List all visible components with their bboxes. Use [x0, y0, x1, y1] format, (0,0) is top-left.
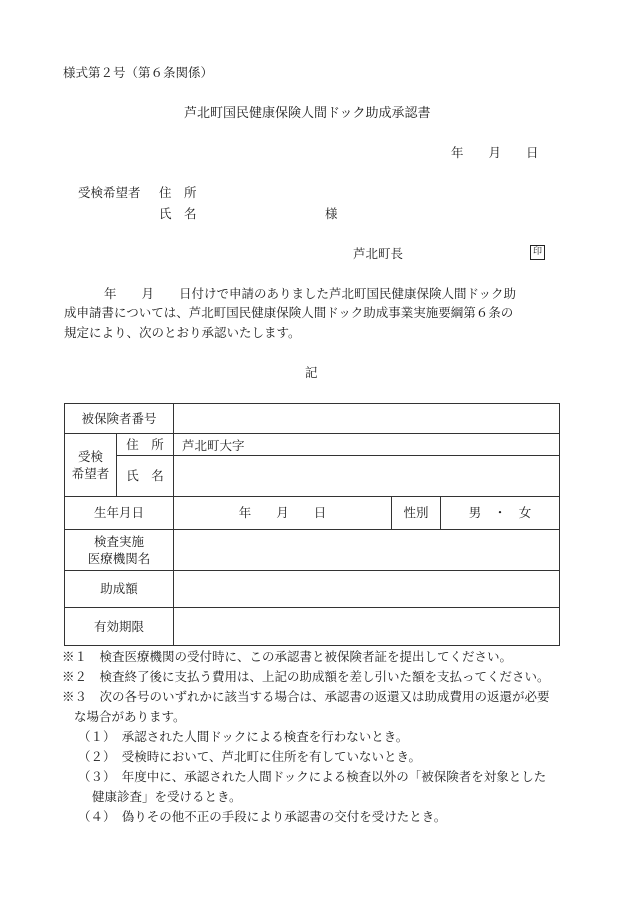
facility-field[interactable]: [174, 530, 560, 571]
item-1: （１） 承認された人間ドックによる検査を行わないとき。: [78, 729, 409, 744]
table-row: [65, 530, 560, 571]
item-3-line-1: （３） 年度中に、承認された人間ドックによる検査以外の「被保険者を対象とした: [78, 769, 547, 784]
facility-line-1: 検査実施: [94, 533, 145, 549]
issuer-name: 芦北町長: [353, 246, 404, 261]
ki-marker: 記: [305, 365, 318, 380]
document-title: 芦北町国民健康保険人間ドック助成承認書: [184, 106, 431, 121]
table-row: [65, 608, 560, 646]
note-1: ※１ 検査医療機関の受付時に、この承認書と被保険者証を提出してください。: [62, 649, 513, 664]
insured-number-label: 被保険者番号: [65, 404, 174, 434]
applicant-cell: [65, 434, 117, 497]
note-2: ※２ 検査終了後に支払う費用は、上記の助成額を差し引いた額を支払ってください。: [62, 669, 550, 684]
sex-label: 性別: [392, 497, 441, 530]
seal-icon: 印: [530, 245, 545, 260]
approval-table: [64, 403, 560, 646]
validity-label: 有効期限: [65, 608, 174, 646]
birthdate-field[interactable]: 年 月 日: [174, 497, 392, 530]
table-row: [65, 571, 560, 608]
applicant-line-1: 受検: [77, 448, 103, 464]
applicant-label: 受検希望者: [78, 185, 141, 200]
honorific: 様: [325, 206, 338, 221]
note-3-line-2: な場合があります。: [74, 709, 186, 724]
item-2: （２） 受検時において、芦北町に住所を有していないとき。: [78, 749, 422, 764]
applicant-address-label: 住 所: [159, 185, 197, 200]
validity-field[interactable]: [174, 608, 560, 646]
insured-number-field[interactable]: [174, 404, 560, 434]
amount-field[interactable]: [174, 571, 560, 608]
body-line-2: 成申請書については、芦北町国民健康保険人間ドック助成事業実施要綱第６条の: [64, 305, 514, 320]
amount-label: 助成額: [65, 571, 174, 608]
table-row: [65, 404, 560, 434]
address-label: 住 所: [117, 434, 174, 456]
item-3-line-2: 健康診査」を受けるとき。: [92, 789, 242, 804]
body-line-3: 規定により、次のとおり承認いたします。: [64, 325, 301, 340]
sex-field[interactable]: 男 ・ 女: [441, 497, 560, 530]
applicant-name-label: 氏 名: [159, 206, 197, 221]
table-row: [65, 434, 560, 456]
address-field[interactable]: 芦北町大字: [174, 434, 560, 456]
facility-line-2: 医療機関名: [87, 551, 151, 566]
applicant-line-2: 希望者: [71, 466, 110, 481]
table-row: [65, 456, 560, 497]
facility-label: [65, 530, 174, 571]
note-3-line-1: ※３ 次の各号のいずれかに該当する場合は、承認書の返還又は助成費用の返還が必要: [62, 689, 550, 704]
item-4: （４） 偽りその他不正の手段により承認書の交付を受けたとき。: [78, 809, 447, 824]
birthdate-label: 生年月日: [65, 497, 174, 530]
table-row: [65, 497, 560, 530]
name-label: 氏 名: [117, 456, 174, 497]
name-field[interactable]: [174, 456, 560, 497]
form-number: 様式第２号（第６条関係）: [63, 65, 214, 80]
issue-date: 年 月 日: [451, 145, 539, 160]
body-line-1: 年 月 日付けで申請のありました芦北町国民健康保険人間ドック助: [104, 286, 517, 301]
